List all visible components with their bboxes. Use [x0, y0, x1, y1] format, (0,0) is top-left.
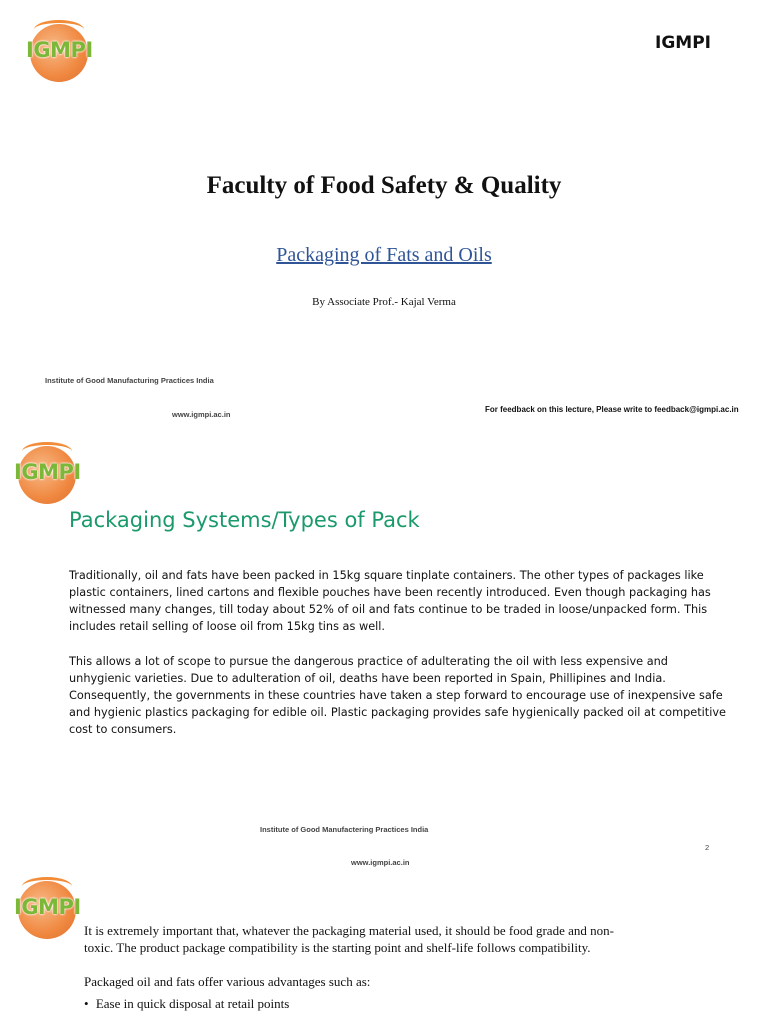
swoosh-icon [34, 20, 84, 39]
faculty-title: Faculty of Food Safety & Quality [206, 172, 562, 199]
section-title: Packaging Systems/Types of Pack [69, 508, 420, 532]
igmpi-logo [24, 18, 94, 88]
page-number: 2 [705, 843, 710, 852]
brand-name: IGMPI [655, 33, 711, 53]
paragraph-adulteration: This allows a lot of scope to pursue the dangerous practice of adulterating the oil with less expensive and unhygienic varieties. Due to adulteration of oil, deaths have been reported in Spain, Phillipines and India. Consequently, the governments in these countries have taken a step forward to encourage use of inexpensive safe and hygienic plastics packaging for edible oil. Plastic packaging provides safe hygienically packed oil at competitive cost to consumers. [69, 655, 726, 736]
bullet-icon: • [84, 996, 89, 1011]
igmpi-logo [12, 875, 82, 945]
logo-text: IGMPI [26, 38, 93, 62]
author-line: By Associate Prof.- Kajal Verma [312, 296, 456, 308]
website-link[interactable]: www.igmpi.ac.in [172, 410, 231, 419]
paragraph-traditional-packing: Traditionally, oil and fats have been packed in 15kg square tinplate containers. The other types of packages like plastic containers, lined cartons and flexible pouches have been recently introduced. Even though packaging has witnessed many changes, till today about 52% of oil and fats continue to be traded in loose/unpacked form. This includes retail selling of loose oil from 15kg tins as well. [69, 569, 711, 633]
igmpi-logo [12, 440, 82, 510]
institute-name: Institute of Good Manufactering Practices India [260, 825, 429, 834]
paragraph-advantages: Packaged oil and fats offer various advantages such as: [84, 974, 371, 989]
lecture-subtitle[interactable]: Packaging of Fats and Oils [276, 244, 492, 266]
paragraph-food-grade: It is extremely important that, whatever the packaging material used, it should be food grade and non-toxic. The product package compatibility is the starting point and shelf-life follows compatibility. [84, 923, 614, 955]
institute-name: Institute of Good Manufacturing Practices India [45, 376, 214, 385]
logo-text: IGMPI [14, 460, 81, 484]
bullet-text: Ease in quick disposal at retail points [95, 996, 290, 1011]
website-link[interactable]: www.igmpi.ac.in [351, 858, 410, 867]
logo-text: IGMPI [14, 895, 81, 919]
feedback-note: For feedback on this lecture, Please write to feedback@igmpi.ac.in [485, 405, 739, 414]
swoosh-icon [22, 877, 72, 896]
bullet-item [84, 996, 289, 1012]
swoosh-icon [22, 442, 72, 461]
